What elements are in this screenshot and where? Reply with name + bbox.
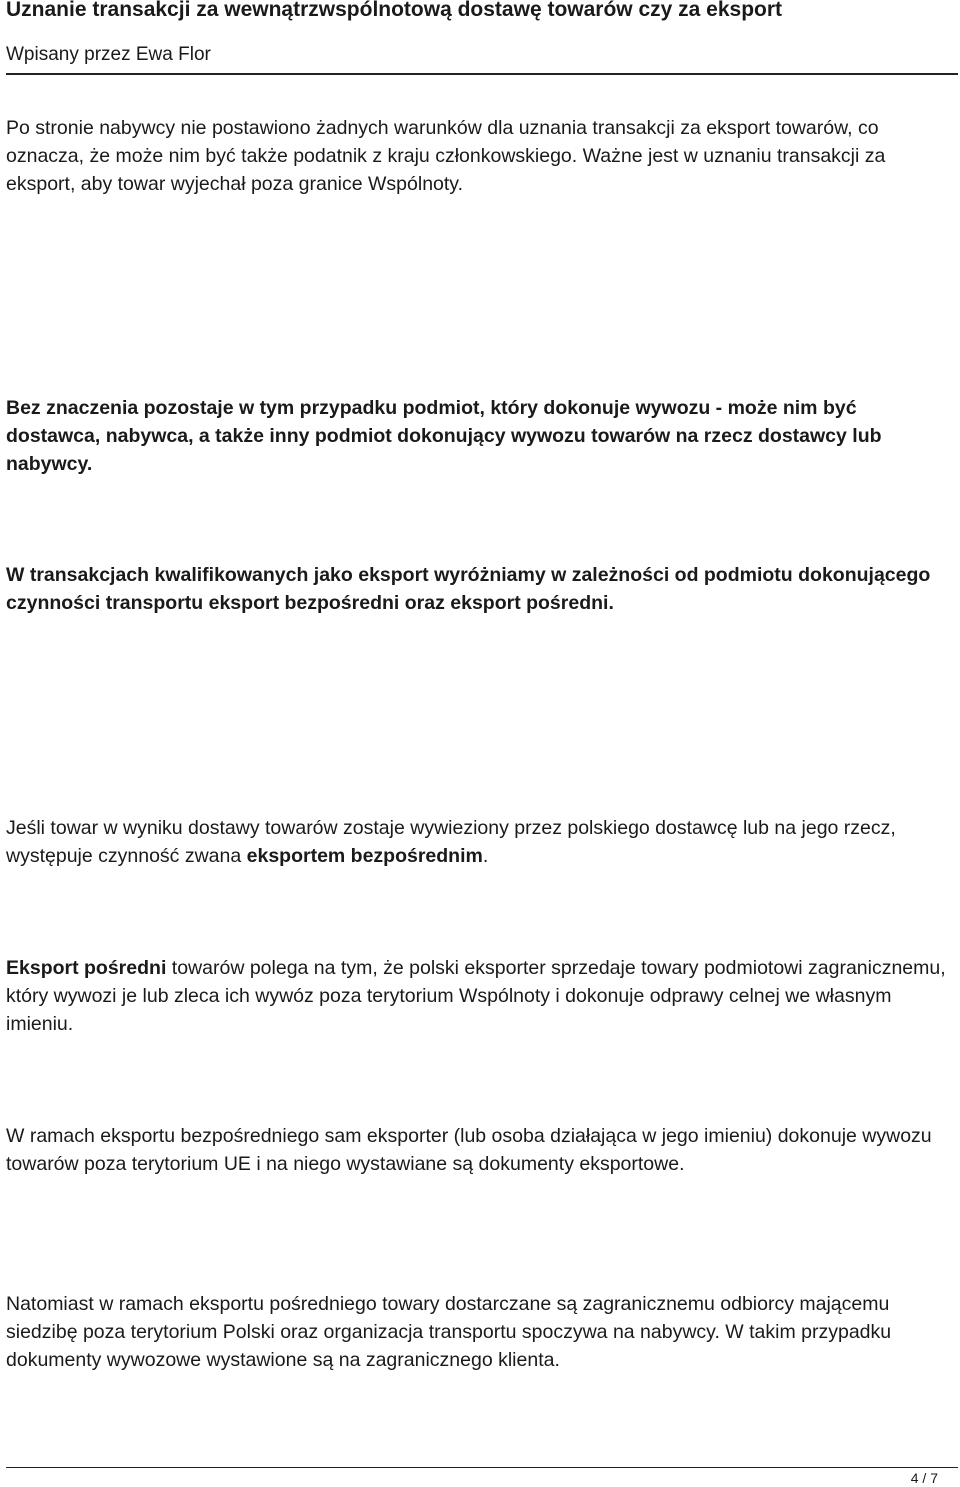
page-number: 4 / 7 [910,1470,938,1486]
header-divider [6,73,958,75]
paragraph-7: Natomiast w ramach eksportu pośredniego towary dostarczane są zagranicznemu odbiorcy mającemu siedzibę poza terytorium Polski oraz organizacja transportu spoczywa na nabywcy. W takim przypadku dokumenty wywozowe wystawione są na zagranicznego klienta. [6,1293,892,1371]
paragraph-4-emphasis: eksportem bezpośrednim [246,845,483,867]
paragraph-4 [6,814,951,870]
paragraph-4-end: . [482,845,489,867]
paragraph-5 [6,954,951,1038]
footer-divider [6,1467,958,1468]
paragraph-6: W ramach eksportu bezpośredniego sam eksporter (lub osoba działająca w jego imieniu) dokonuje wywozu towarów poza terytorium UE i na niego wystawiane są dokumenty eksportowe. [6,1125,932,1175]
paragraph-4-text: Jeśli towar w wyniku dostawy towarów zostaje wywieziony przez polskiego dostawcę lub na jego rzecz, występuje czynność zwana [6,817,896,867]
paragraph-5-text: towarów polega na tym, że polski eksporter sprzedaje towary podmiotowi zagranicznemu, który wywozi je lub zleca ich wywóz poza terytorium Wspólnoty i dokonuje odprawy celnej we własnym imieniu. [6,957,946,1035]
paragraph-5-emphasis: Eksport pośredni [6,957,167,979]
document-author: Wpisany przez Ewa Flor [6,44,211,65]
document-title: Uznanie transakcji za wewnątrzwspólnotową dostawę towarów czy za eksport [6,0,783,21]
paragraph-3: W transakcjach kwalifikowanych jako eksport wyróżniamy w zależności od podmiotu dokonującego czynności transportu eksport bezpośredni oraz eksport pośredni. [6,564,931,614]
paragraph-2: Bez znaczenia pozostaje w tym przypadku podmiot, który dokonuje wywozu - może nim być dostawca, nabywca, a także inny podmiot dokonujący wywozu towarów na rzecz dostawcy lub nabywcy. [6,397,882,475]
paragraph-1: Po stronie nabywcy nie postawiono żadnych warunków dla uznania transakcji za eksport towarów, co oznacza, że może nim być także podatnik z kraju członkowskiego. Ważne jest w uznaniu transakcji za eksport, aby towar wyjechał poza granice Wspólnoty. [6,117,886,195]
